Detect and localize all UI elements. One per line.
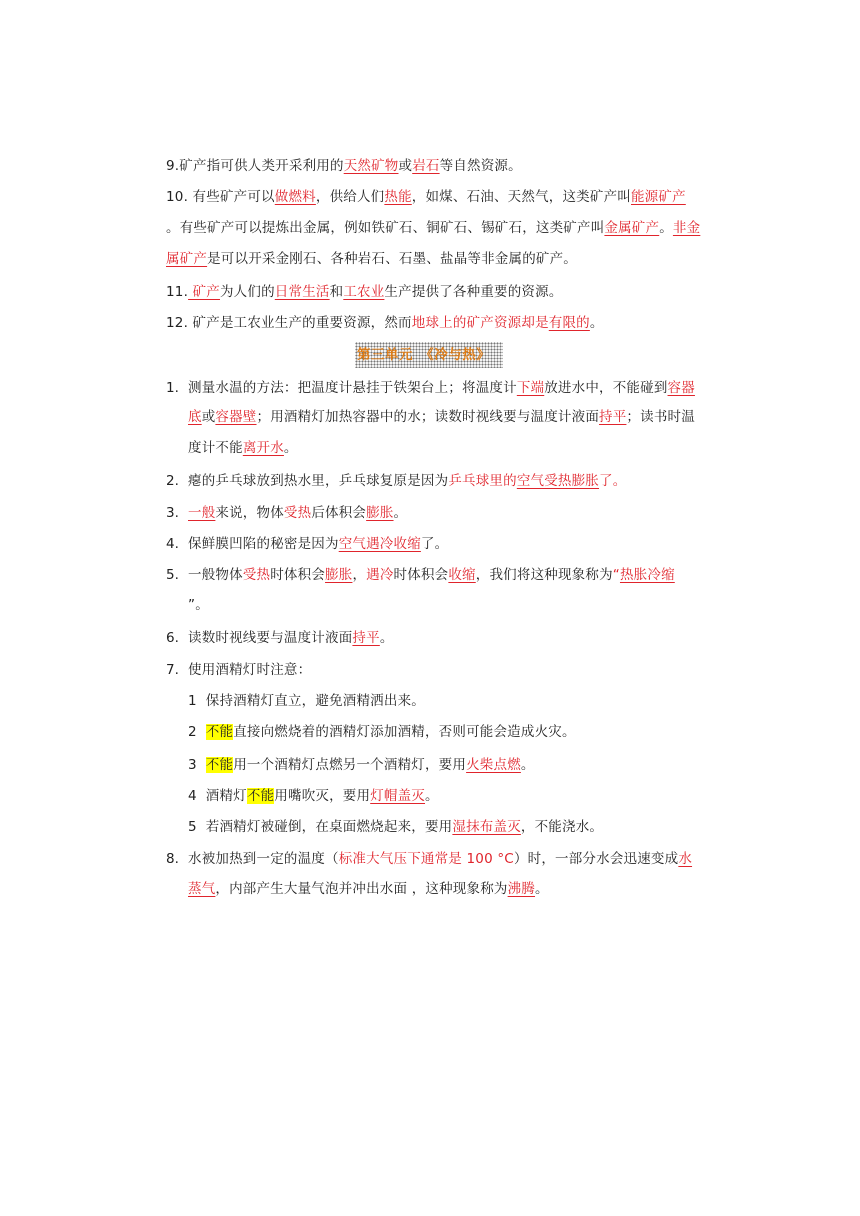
answer: 能源矿产 (630, 189, 686, 205)
text: 读数时视线要与温度计液面 (188, 630, 353, 646)
text: 使用酒精灯时注意： (188, 662, 312, 678)
item-3 (188, 503, 407, 523)
text: 保鲜膜凹陷的秘密是因为 (188, 536, 339, 552)
answer: 火柴点燃 (466, 757, 521, 773)
text: 。 (589, 315, 604, 331)
item-number: 1. (166, 380, 179, 396)
text: 9.矿产指可供人类开采利用的 (166, 158, 344, 174)
text: 。 (535, 881, 549, 897)
item-9 (166, 156, 522, 176)
sub-item-5 (188, 817, 603, 837)
answer: 底 (188, 409, 202, 425)
item-1-line-1 (188, 378, 695, 398)
text: 等自然资源。 (439, 158, 522, 174)
answer: 有限的 (548, 315, 590, 331)
item-4 (188, 534, 448, 554)
answer: 受热 (283, 505, 312, 521)
answer: 下端 (516, 380, 545, 396)
text: 和 (329, 284, 344, 300)
answer: 受热 (242, 567, 271, 583)
text: 度计不能 (188, 440, 243, 456)
highlighted-text: 不能 (246, 788, 275, 804)
answer: “ (612, 567, 620, 583)
answer: 工农业 (343, 284, 385, 300)
answer: 离开水 (242, 440, 284, 456)
answer: 湿抹布盖灭 (452, 819, 521, 835)
answer: 热胀冷缩 (619, 567, 675, 583)
answer: 空气遇冷收缩 (338, 536, 421, 552)
answer: 标准大气压下通常是 100 °C (338, 851, 514, 867)
text: 。 (283, 440, 298, 456)
text: 为人们的 (219, 284, 275, 300)
answer: 做燃料 (274, 189, 316, 205)
text: 是可以开采金刚石、各种岩石、石墨、盐晶等非金属的矿产。 (207, 251, 578, 267)
section-title (355, 342, 503, 368)
answer: 金属矿产 (604, 220, 660, 236)
answer: 膨胀 (366, 505, 394, 521)
text: 或 (398, 158, 413, 174)
sub-number: 5 (188, 819, 197, 835)
answer: 容器 (667, 380, 695, 396)
item-number: 4. (166, 536, 179, 552)
text: 或 (201, 409, 216, 425)
text: 酒精灯 (205, 788, 247, 804)
text: 了。 (420, 536, 449, 552)
answer: 热能 (384, 189, 412, 205)
text: ”。 (188, 597, 209, 613)
sub-number: 4 (188, 788, 197, 804)
answer: 乒乓球里的 (448, 473, 517, 489)
item-number: 2. (166, 473, 179, 489)
text: 后体积会 (311, 505, 367, 521)
item-2 (188, 471, 626, 491)
item-1-line-3 (188, 438, 298, 458)
item-10-line-3 (166, 249, 577, 269)
text: ，不能浇水。 (520, 819, 604, 835)
text: ；用酒精灯加热容器中的水；读数时视线要与温度计液面 (256, 409, 600, 425)
text: 。有些矿产可以提炼出金属，例如铁矿石、铜矿石、锡矿石，这类矿产叫 (166, 220, 605, 236)
text: ；读书时温 (626, 409, 695, 425)
answer: 空气受热膨胀 (516, 473, 600, 489)
text: 生产提供了各种重要的资源。 (384, 284, 563, 300)
text: 11. (166, 284, 189, 300)
answer: 持平 (599, 409, 627, 425)
text: 时体积会 (393, 567, 449, 583)
text: 测量水温的方法：把温度计悬挂于铁架台上；将温度计 (188, 380, 517, 396)
answer: 矿产 (188, 284, 220, 300)
item-6 (188, 628, 394, 648)
section-title-text: 第三单元 《冷与热》 (357, 347, 491, 363)
sub-number: 3 (188, 757, 197, 773)
highlighted-text: 不能 (205, 757, 234, 773)
sub-number: 1 (188, 693, 197, 709)
answer: 水 (678, 851, 693, 867)
text: 一般物体 (188, 567, 243, 583)
answer: 一般 (188, 505, 216, 521)
item-8-line-2 (188, 879, 549, 899)
item-number: 3. (166, 505, 179, 521)
answer: 容器壁 (215, 409, 257, 425)
sub-item-1 (188, 691, 425, 711)
text: 。 (425, 788, 439, 804)
item-11 (166, 282, 563, 302)
text: 。 (659, 220, 673, 236)
answer: 持平 (352, 630, 380, 646)
answer: 了。 (599, 473, 627, 489)
item-number: 7. (166, 662, 179, 678)
item-5-line-2 (188, 595, 209, 615)
text: ）时，一部分水会迅速变成 (513, 851, 679, 867)
text: 直接向燃烧着的酒精灯添加酒精，否则可能会造成火灾。 (233, 724, 576, 740)
text: 10. 有些矿产可以 (166, 189, 275, 205)
item-number: 8. (166, 851, 179, 867)
text: 。 (379, 630, 394, 646)
text: ， (352, 567, 367, 583)
text: ，内部产生大量气泡并冲出水面 ，这种现象称为 (215, 881, 508, 897)
item-10-line-2 (166, 218, 700, 238)
item-1-line-2 (188, 407, 695, 427)
answer: 沸腾 (507, 881, 536, 897)
answer: 蒸气 (188, 881, 216, 897)
answer: 天然矿物 (343, 158, 399, 174)
answer: 属矿产 (166, 251, 208, 267)
item-12 (166, 313, 604, 333)
answer: 非金 (672, 220, 701, 236)
answer: 岩石 (412, 158, 440, 174)
text: ，供给人们 (315, 189, 385, 205)
answer: 地球上的矿产资源却是 (411, 315, 549, 331)
text: 时体积会 (270, 567, 326, 583)
text: 用嘴吹灭，要用 (274, 788, 371, 804)
item-8-line-1 (188, 849, 692, 869)
text: 若酒精灯被碰倒，在桌面燃烧起来，要用 (205, 819, 453, 835)
answer: 日常生活 (274, 284, 330, 300)
text: 。 (520, 757, 535, 773)
item-7 (188, 660, 311, 680)
answer: 收缩 (448, 567, 476, 583)
text: ，我们将这种现象称为 (475, 567, 613, 583)
sub-item-3 (188, 755, 535, 775)
text: 瘪的乒乓球放到热水里，乒乓球复原是因为 (188, 473, 449, 489)
highlighted-text: 不能 (205, 724, 234, 740)
answer: 遇冷 (366, 567, 394, 583)
item-number: 5. (166, 567, 179, 583)
text: 放进水中，不能碰到 (544, 380, 668, 396)
sub-number: 2 (188, 724, 197, 740)
sub-item-4 (188, 786, 439, 806)
text: ，如煤、石油、天然气，这类矿产叫 (411, 189, 631, 205)
text: 保持酒精灯直立，避免酒精洒出来。 (205, 693, 425, 709)
text: 水被加热到一定的温度（ (188, 851, 339, 867)
answer: 灯帽盖灭 (370, 788, 426, 804)
text: 用一个酒精灯点燃另一个酒精灯，要用 (233, 757, 467, 773)
answer: 膨胀 (325, 567, 353, 583)
text: 。 (393, 505, 408, 521)
item-10-line-1 (166, 187, 686, 207)
item-number: 6. (166, 630, 179, 646)
sub-item-2 (188, 722, 576, 742)
text: 来说，物体 (215, 505, 284, 521)
item-5-line-1 (188, 565, 675, 585)
text: 12. 矿产是工农业生产的重要资源，然而 (166, 315, 412, 331)
